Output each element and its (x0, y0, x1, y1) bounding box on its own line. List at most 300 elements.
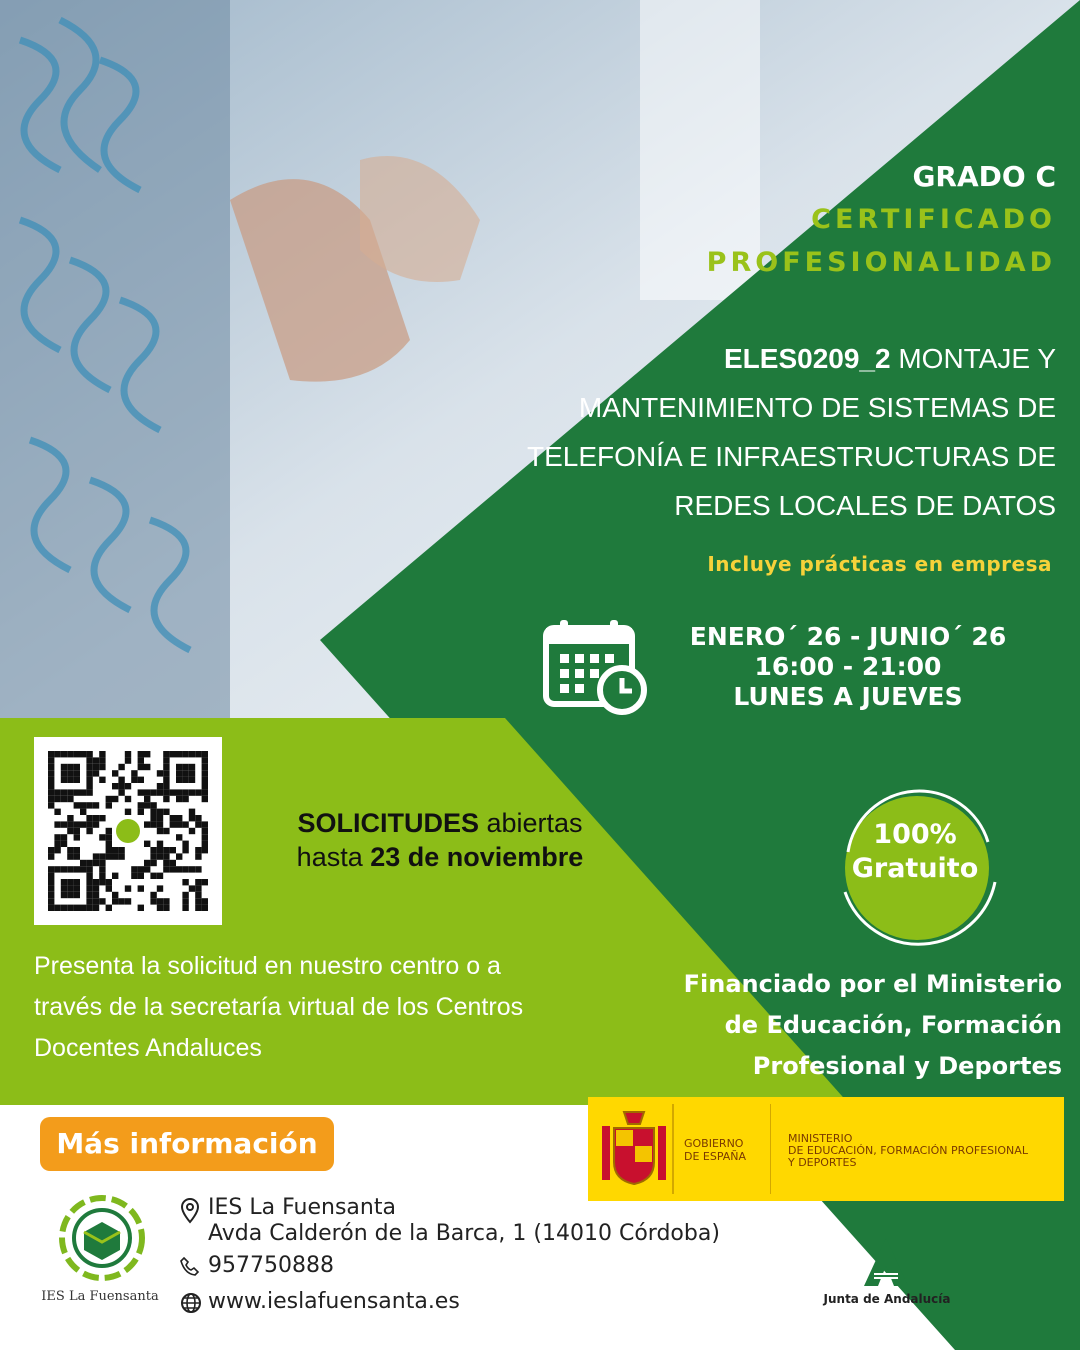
qr-module (61, 834, 67, 840)
qr-module (67, 815, 73, 821)
qr-module (93, 757, 99, 763)
qr-module (67, 905, 73, 911)
qr-module (176, 764, 182, 770)
qr-module (150, 853, 156, 859)
certificado-title (707, 198, 1056, 284)
qr-module (86, 770, 92, 776)
qr-module (202, 789, 208, 795)
qr-module (150, 809, 156, 815)
qr-module (144, 751, 150, 757)
qr-module (74, 847, 80, 853)
qr-module (112, 873, 118, 879)
qr-module (202, 783, 208, 789)
qr-module (157, 898, 163, 904)
qr-module (67, 789, 73, 795)
qr-module (74, 892, 80, 898)
qr-module (67, 866, 73, 872)
qr-module (182, 879, 188, 885)
qr-module (163, 860, 169, 866)
qr-module (74, 770, 80, 776)
qr-module (195, 853, 201, 859)
qr-module (163, 783, 169, 789)
qr-module (93, 879, 99, 885)
schedule-block (688, 622, 1008, 712)
qr-module (202, 834, 208, 840)
qr-module (54, 809, 60, 815)
qr-module (157, 821, 163, 827)
qr-module (93, 898, 99, 904)
qr-module (112, 847, 118, 853)
qr-module (176, 796, 182, 802)
qr-module (195, 866, 201, 872)
mas-informacion-button[interactable]: Más información (40, 1117, 334, 1171)
spain-coat-of-arms-icon (598, 1106, 670, 1190)
school-name: IES La Fuensanta (208, 1195, 396, 1220)
qr-module (131, 866, 137, 872)
qr-module (48, 905, 54, 911)
qr-module (106, 834, 112, 840)
qr-module (182, 841, 188, 847)
qr-module (86, 815, 92, 821)
qr-module (99, 757, 105, 763)
qr-module (144, 802, 150, 808)
qr-module (163, 905, 169, 911)
qr-module (138, 885, 144, 891)
qr-module (176, 866, 182, 872)
qr-module (138, 802, 144, 808)
gratuito-line2: Gratuito (851, 853, 979, 884)
qr-module (182, 847, 188, 853)
qr-module (86, 751, 92, 757)
qr-module (86, 828, 92, 834)
solicitudes-bold: SOLICITUDES (297, 808, 479, 838)
qr-module (202, 821, 208, 827)
qr-module (118, 789, 124, 795)
qr-module (176, 821, 182, 827)
qr-module (86, 783, 92, 789)
qr-module (48, 802, 54, 808)
qr-module (54, 789, 60, 795)
qr-module (86, 873, 92, 879)
qr-module (202, 841, 208, 847)
qr-module (202, 796, 208, 802)
financiado-line3: Profesional y Deportes (752, 1052, 1062, 1080)
qr-module (80, 860, 86, 866)
qr-module (163, 866, 169, 872)
qr-module (67, 847, 73, 853)
qr-module (150, 892, 156, 898)
qr-module (61, 892, 67, 898)
cert-line1: CERTIFICADO (811, 204, 1056, 235)
contact-block (180, 1195, 720, 1321)
qr-module (74, 828, 80, 834)
qr-module (182, 770, 188, 776)
qr-module (80, 821, 86, 827)
qr-module (170, 751, 176, 757)
gratuito-text (835, 818, 995, 886)
qr-module (80, 905, 86, 911)
qr-module (86, 860, 92, 866)
schedule-hours: 16:00 - 21:00 (754, 652, 942, 681)
qr-module (182, 796, 188, 802)
qr-module (150, 789, 156, 795)
qr-module (106, 885, 112, 891)
qr-module (163, 898, 169, 904)
qr-module (61, 905, 67, 911)
qr-module (138, 866, 144, 872)
qr-module (202, 777, 208, 783)
qr-module (74, 789, 80, 795)
qr-module (202, 879, 208, 885)
ministerio-text (788, 1133, 1028, 1169)
qr-module (74, 777, 80, 783)
qr-module (144, 866, 150, 872)
qr-module (93, 885, 99, 891)
qr-module (48, 892, 54, 898)
qr-module (163, 796, 169, 802)
qr-module (67, 885, 73, 891)
qr-module (144, 860, 150, 866)
qr-module (157, 905, 163, 911)
qr-module (182, 866, 188, 872)
qr-module (157, 789, 163, 795)
qr-module (106, 796, 112, 802)
qr-module (195, 879, 201, 885)
qr-module (195, 892, 201, 898)
qr-module (189, 809, 195, 815)
qr-module (61, 879, 67, 885)
gobierno-espana-text (684, 1137, 746, 1163)
qr-module (182, 777, 188, 783)
qr-module (93, 860, 99, 866)
qr-module (131, 777, 137, 783)
location-pin-icon (180, 1195, 208, 1231)
qr-module (131, 873, 137, 879)
course-title-line2: MANTENIMIENTO DE SISTEMAS DE (578, 392, 1056, 423)
qr-module (163, 751, 169, 757)
qr-module (48, 866, 54, 872)
presenta-line1: Presenta la solicitud en nuestro centro o a (34, 952, 501, 980)
qr-module (67, 751, 73, 757)
qr-module (61, 866, 67, 872)
presenta-line3: Docentes Andaluces (34, 1034, 262, 1062)
qr-module (93, 821, 99, 827)
qr-module (125, 751, 131, 757)
qr-module (138, 777, 144, 783)
qr-module (195, 898, 201, 904)
qr-module (74, 879, 80, 885)
school-website[interactable]: www.ieslafuensanta.es (208, 1289, 460, 1314)
qr-module (61, 751, 67, 757)
solicitudes-abiertas: abiertas (478, 808, 583, 838)
qr-module (80, 751, 86, 757)
min-line2: DE EDUCACIÓN, FORMACIÓN PROFESIONAL (788, 1144, 1028, 1157)
qr-module (61, 885, 67, 891)
qr-module (86, 905, 92, 911)
qr-module (48, 764, 54, 770)
qr-module (125, 809, 131, 815)
qr-module (118, 764, 124, 770)
qr-module (150, 847, 156, 853)
qr-module (80, 789, 86, 795)
qr-module (106, 879, 112, 885)
qr-module (93, 770, 99, 776)
qr-module (170, 815, 176, 821)
qr-module (195, 905, 201, 911)
qr-module (150, 860, 156, 866)
qr-module (86, 879, 92, 885)
qr-module (106, 828, 112, 834)
course-code: ELES0209_2 (723, 343, 891, 374)
qr-module (106, 841, 112, 847)
qr-module (150, 873, 156, 879)
qr-module (144, 789, 150, 795)
qr-module (48, 770, 54, 776)
qr-module (176, 789, 182, 795)
qr-module (202, 770, 208, 776)
qr-module (163, 853, 169, 859)
school-address: Avda Calderón de la Barca, 1 (14010 Córdoba) (208, 1221, 720, 1246)
qr-module (93, 853, 99, 859)
qr-module (106, 802, 112, 808)
qr-module (67, 796, 73, 802)
qr-module (74, 764, 80, 770)
course-title-line3: TELEFONÍA E INFRAESTRUCTURAS DE (527, 441, 1056, 472)
qr-module (182, 764, 188, 770)
qr-module (163, 777, 169, 783)
contact-address-row (180, 1195, 720, 1247)
qr-module (189, 764, 195, 770)
qr-module (61, 821, 67, 827)
qr-module (93, 764, 99, 770)
qr-module (54, 821, 60, 827)
grado-label: GRADO C (912, 160, 1056, 193)
contact-web-row (180, 1289, 720, 1321)
qr-module (48, 853, 54, 859)
qr-code-pattern (34, 737, 222, 925)
qr-module (157, 885, 163, 891)
qr-module (54, 834, 60, 840)
qr-module (163, 847, 169, 853)
qr-module (54, 796, 60, 802)
qr-module (54, 905, 60, 911)
qr-module (176, 853, 182, 859)
qr-module (48, 751, 54, 757)
qr-module (112, 783, 118, 789)
junta-andalucia-logo-icon (856, 1236, 916, 1290)
qr-module (202, 757, 208, 763)
financiado-text (632, 964, 1062, 1087)
presenta-text (34, 946, 634, 1069)
qr-module (118, 898, 124, 904)
phone-icon (180, 1253, 208, 1283)
presenta-line2: través de la secretaría virtual de los Centros (34, 993, 524, 1021)
qr-module (163, 770, 169, 776)
qr-module (170, 866, 176, 872)
qr-module (80, 809, 86, 815)
qr-module (202, 828, 208, 834)
qr-module (67, 770, 73, 776)
qr-module (48, 789, 54, 795)
qr-module (150, 815, 156, 821)
qr-module (99, 815, 105, 821)
qr-module (54, 847, 60, 853)
qr-module (74, 821, 80, 827)
qr-module (99, 860, 105, 866)
qr-module (48, 898, 54, 904)
qr-module (195, 885, 201, 891)
qr-module (170, 789, 176, 795)
qr-module (138, 809, 144, 815)
qr-module (125, 885, 131, 891)
qr-module (118, 847, 124, 853)
qr-module (106, 847, 112, 853)
qr-module (182, 789, 188, 795)
qr-module (182, 751, 188, 757)
solicitudes-date: 23 de noviembre (370, 842, 584, 872)
qr-module (189, 866, 195, 872)
schedule-days: LUNES A JUEVES (733, 682, 963, 711)
globe-icon (180, 1289, 208, 1321)
qr-module (157, 841, 163, 847)
qr-module (67, 879, 73, 885)
qr-module (138, 751, 144, 757)
course-title-line4: REDES LOCALES DE DATOS (674, 490, 1056, 521)
qr-module (163, 764, 169, 770)
qr-module (157, 770, 163, 776)
solicitudes-text (240, 806, 640, 874)
qr-module (99, 873, 105, 879)
qr-module (202, 751, 208, 757)
qr-module (138, 873, 144, 879)
qr-module (99, 866, 105, 872)
qr-module (93, 892, 99, 898)
qr-module (195, 815, 201, 821)
qr-module (144, 821, 150, 827)
qr-module (48, 847, 54, 853)
gob-divider-1 (672, 1104, 674, 1194)
qr-module (86, 777, 92, 783)
qr-module (118, 853, 124, 859)
qr-module (67, 892, 73, 898)
qr-module (74, 905, 80, 911)
qr-module (54, 751, 60, 757)
contact-phone-row (180, 1253, 720, 1283)
qr-module (118, 783, 124, 789)
qr-module (61, 770, 67, 776)
qr-module (157, 809, 163, 815)
qr-module (99, 751, 105, 757)
qr-module (74, 751, 80, 757)
cert-line2: PROFESIONALIDAD (706, 247, 1056, 278)
school-phone[interactable]: 957750888 (208, 1253, 334, 1278)
qr-module (176, 777, 182, 783)
gob-divider-2 (770, 1104, 771, 1194)
qr-module (189, 828, 195, 834)
qr-module (195, 847, 201, 853)
qr-module (195, 751, 201, 757)
min-line1: MINISTERIO (788, 1132, 853, 1145)
qr-module (170, 847, 176, 853)
qr-module (125, 796, 131, 802)
course-title (496, 334, 1056, 530)
qr-module (189, 777, 195, 783)
qr-module (61, 796, 67, 802)
qr-module (125, 898, 131, 904)
qr-module (86, 866, 92, 872)
qr-module (202, 764, 208, 770)
qr-module (86, 898, 92, 904)
qr-module (195, 821, 201, 827)
qr-module (48, 885, 54, 891)
qr-module (61, 777, 67, 783)
qr-module (131, 770, 137, 776)
qr-module (189, 885, 195, 891)
qr-module (61, 764, 67, 770)
qr-module (163, 828, 169, 834)
qr-module (99, 764, 105, 770)
qr-module (48, 873, 54, 879)
ies-logo-name: IES La Fuensanta (41, 1289, 159, 1304)
qr-module (67, 853, 73, 859)
qr-module (99, 853, 105, 859)
qr-module (93, 905, 99, 911)
qr-module (112, 796, 118, 802)
financiado-line1: Financiado por el Ministerio (683, 970, 1062, 998)
gratuito-line1: 100% (873, 819, 957, 850)
qr-module (189, 789, 195, 795)
qr-module (157, 783, 163, 789)
qr-module (176, 815, 182, 821)
qr-module (74, 834, 80, 840)
qr-module (106, 853, 112, 859)
qr-module (93, 802, 99, 808)
qr-module (86, 885, 92, 891)
qr-module (74, 853, 80, 859)
qr-module (99, 898, 105, 904)
schedule-dates: ENERO´ 26 - JUNIO´ 26 (689, 622, 1007, 651)
qr-module (86, 764, 92, 770)
qr-module (202, 898, 208, 904)
qr-module (125, 783, 131, 789)
qr-module (61, 841, 67, 847)
qr-code[interactable] (34, 737, 222, 925)
qr-module (157, 847, 163, 853)
qr-module (74, 802, 80, 808)
financiado-line2: de Educación, Formación (724, 1011, 1062, 1039)
qr-module (99, 777, 105, 783)
gob-line1: GOBIERNO (684, 1137, 744, 1150)
qr-module (157, 853, 163, 859)
qr-module (67, 777, 73, 783)
qr-module (80, 866, 86, 872)
qr-module (182, 898, 188, 904)
qr-module (125, 757, 131, 763)
qr-module (74, 866, 80, 872)
qr-module (112, 853, 118, 859)
qr-module (138, 789, 144, 795)
ies-logo-icon (44, 1190, 160, 1290)
qr-module (150, 802, 156, 808)
junta-andalucia-name: Junta de Andalucía (823, 1292, 951, 1306)
qr-module (99, 879, 105, 885)
qr-module (138, 757, 144, 763)
qr-module (189, 815, 195, 821)
qr-module (86, 821, 92, 827)
qr-module (80, 802, 86, 808)
qr-module (86, 757, 92, 763)
qr-module (48, 757, 54, 763)
